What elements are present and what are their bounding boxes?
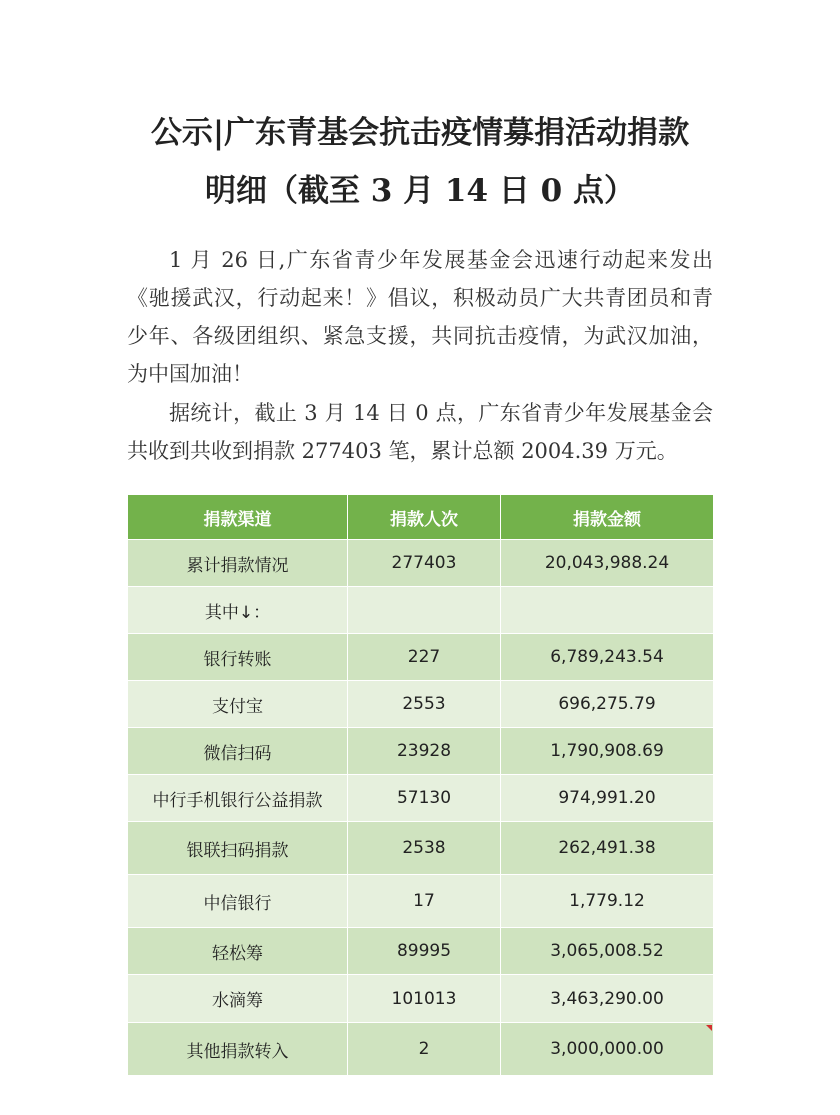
cell-count: 2538 — [348, 822, 501, 875]
cell-amount: 3,065,008.52 — [501, 928, 714, 975]
donation-table — [127, 494, 714, 1076]
cell-amount: 696,275.79 — [501, 681, 714, 728]
cell-amount: 1,779.12 — [501, 875, 714, 928]
table-row — [128, 822, 714, 875]
cell-channel: 水滴筹 — [128, 975, 348, 1023]
header-count: 捐款人次 — [348, 495, 501, 540]
cell-channel: 中行手机银行公益捐款 — [128, 775, 348, 822]
comment-marker — [706, 1025, 712, 1031]
header-channel: 捐款渠道 — [128, 495, 348, 540]
cell-count: 2553 — [348, 681, 501, 728]
cell-count: 89995 — [348, 928, 501, 975]
cell-amount: 6,789,243.54 — [501, 634, 714, 681]
table-row — [128, 728, 714, 775]
cell-channel: 银联扫码捐款 — [128, 822, 348, 875]
cell-channel: 轻松筹 — [128, 928, 348, 975]
cell-amount: 262,491.38 — [501, 822, 714, 875]
cell-amount: 1,790,908.69 — [501, 728, 714, 775]
table-row — [128, 681, 714, 728]
cell-amount — [501, 587, 714, 634]
cell-channel: 支付宝 — [128, 681, 348, 728]
cell-count: 17 — [348, 875, 501, 928]
cell-count: 2 — [348, 1023, 501, 1076]
table-row-breakdown-label — [128, 587, 714, 634]
table-row-total — [128, 540, 714, 587]
cell-count: 101013 — [348, 975, 501, 1023]
cell-channel: 其中↓： — [128, 587, 348, 634]
cell-amount: 3,463,290.00 — [501, 975, 714, 1023]
table-row — [128, 634, 714, 681]
cell-channel: 中信银行 — [128, 875, 348, 928]
page-title — [0, 104, 840, 220]
table-row — [128, 928, 714, 975]
header-amount: 捐款金额 — [501, 495, 714, 540]
cell-channel: 微信扫码 — [128, 728, 348, 775]
statistics-paragraph: 据统计，截止 3 月 14 日 0 点，广东省青少年发展基金会共收到共收到捐款 277403 笔，累计总额 2004.39 万元。 — [127, 401, 713, 463]
cell-count: 23928 — [348, 728, 501, 775]
cell-count: 57130 — [348, 775, 501, 822]
cell-count: 277403 — [348, 540, 501, 587]
cell-channel: 其他捐款转入 — [128, 1023, 348, 1076]
cell-count — [348, 587, 501, 634]
table-row — [128, 1023, 714, 1076]
table-row — [128, 775, 714, 822]
cell-amount: 20,043,988.24 — [501, 540, 714, 587]
table-row — [128, 875, 714, 928]
cell-amount: 974,991.20 — [501, 775, 714, 822]
page-title-line-1: 公示|广东青基会抗击疫情募捐活动捐款 — [150, 115, 690, 151]
cell-count: 227 — [348, 634, 501, 681]
cell-channel: 银行转账 — [128, 634, 348, 681]
cell-channel: 累计捐款情况 — [128, 540, 348, 587]
intro-paragraph: 1 月 26 日,广东省青少年发展基金会迅速行动起来发出《驰援武汉，行动起来！》倡议，积极动员广大共青团员和青少年、各级团组织、紧急支援，共同抗击疫情，为武汉加油，为中国加油！ — [127, 248, 713, 386]
cell-amount: 3,000,000.00 — [501, 1023, 714, 1076]
table-row — [128, 975, 714, 1023]
page-title-line-2: 明细（截至 3 月 14 日 0 点） — [204, 173, 636, 209]
table-header-row — [128, 495, 714, 540]
